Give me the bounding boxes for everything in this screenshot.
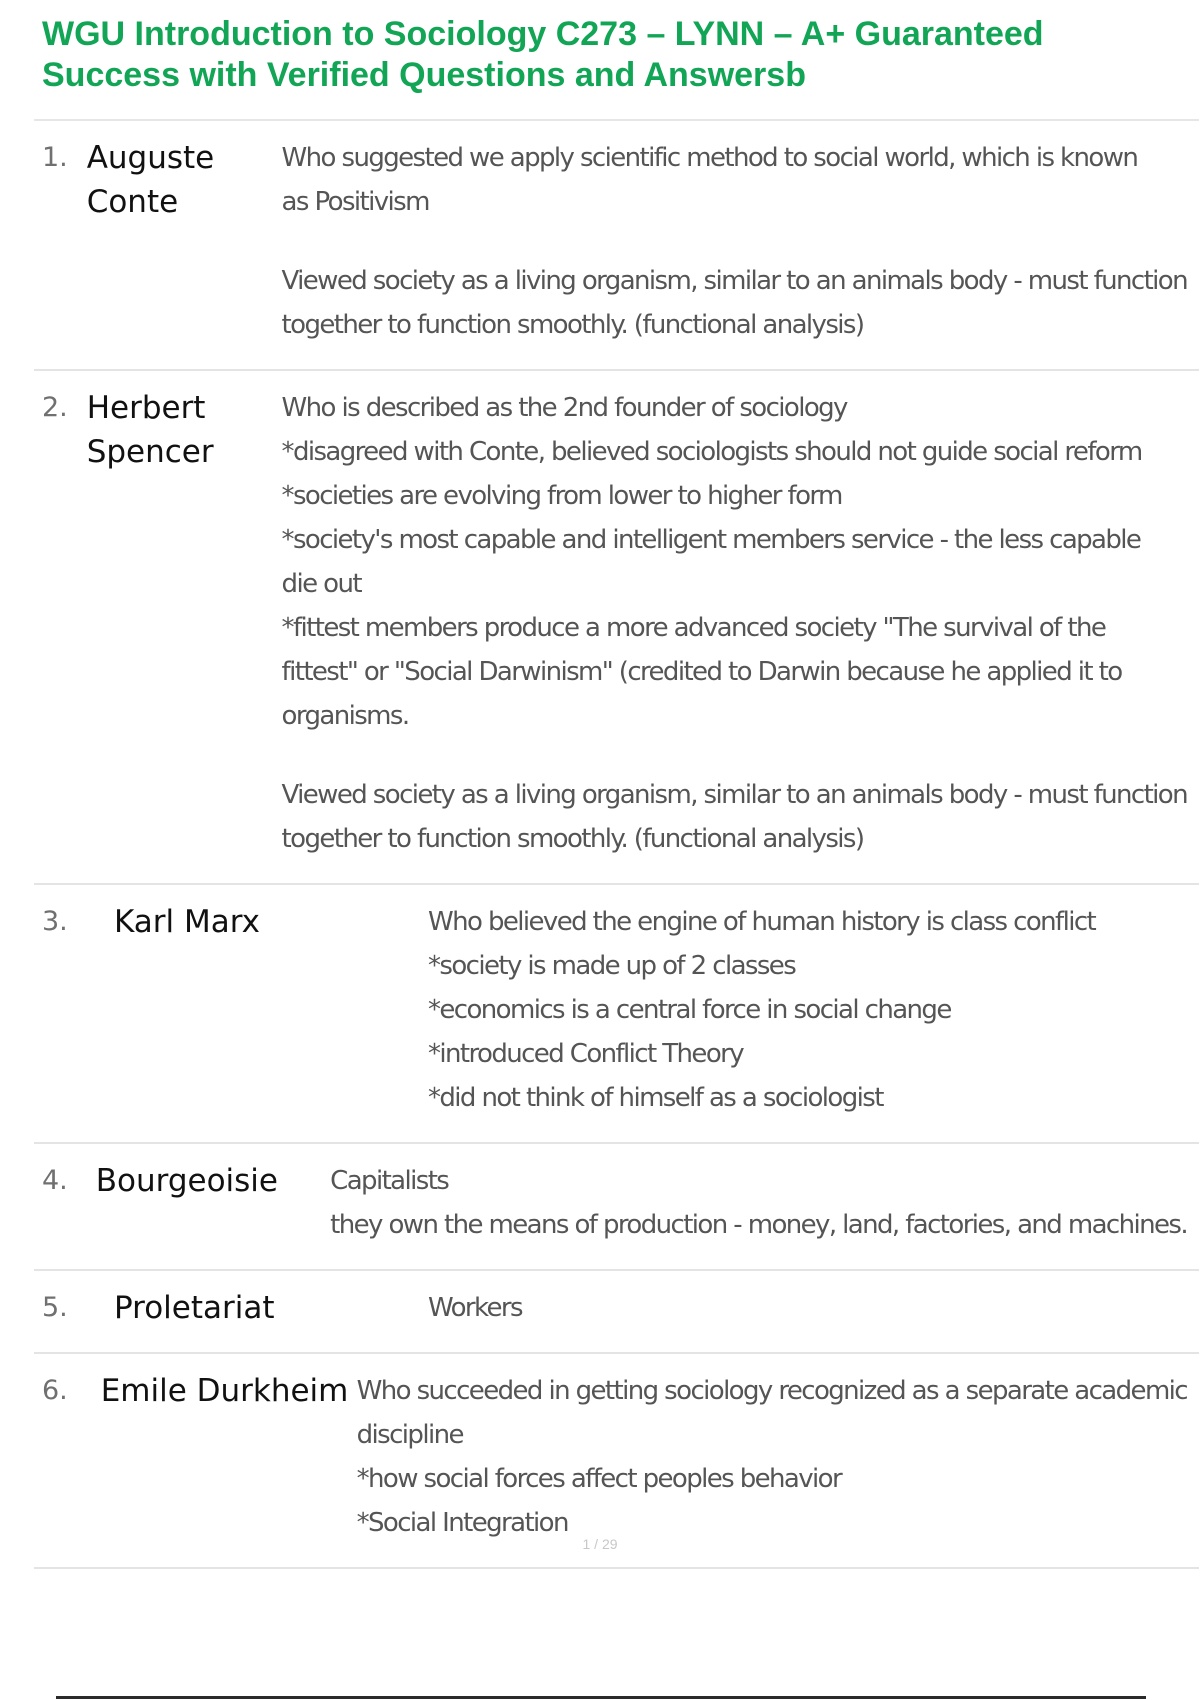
definition-line: together to function smoothly. (functional analysis) <box>281 310 864 340</box>
card-definition <box>357 1369 1199 1545</box>
definition-line: they own the means of production - money, land, factories, and machines. <box>330 1210 1187 1240</box>
card-number: 3. <box>42 906 68 937</box>
document-title <box>42 14 1162 96</box>
flashcard-row <box>34 121 1199 371</box>
definition-line: together to function smoothly. (functional analysis) <box>281 824 864 854</box>
flashcard-row <box>34 885 1199 1144</box>
definition-line: Who succeeded in getting sociology recognized as a separate academic <box>356 1376 1187 1406</box>
definition-line: *societies are evolving from lower to higher form <box>281 481 842 511</box>
definition-line: organisms. <box>281 701 409 731</box>
card-definition <box>428 1286 1199 1330</box>
flashcard-row <box>34 1144 1199 1271</box>
title-line: Success with Verified Questions and Answersb <box>42 56 806 94</box>
definition-line: fittest" or "Social Darwinism" (credited to Darwin because he applied it to <box>281 657 1122 687</box>
definition-line: Workers <box>428 1293 522 1323</box>
card-term: Emile Durkheim <box>100 1373 349 1409</box>
definition-line: *fittest members produce a more advanced society "The survival of the <box>281 613 1106 643</box>
card-term: Herbert Spencer <box>86 390 214 470</box>
definition-line: *did not think of himself as a sociologist <box>428 1083 883 1113</box>
paragraph-gap <box>282 738 1187 773</box>
definition-line: Who suggested we apply scientific method to social world, which is known <box>281 143 1138 173</box>
card-definition <box>428 900 1199 1120</box>
card-term: Auguste Conte <box>86 140 215 220</box>
definition-line: *Social Integration <box>356 1508 568 1538</box>
card-term: Proletariat <box>114 1290 275 1326</box>
definition-line: *how social forces affect peoples behavior <box>356 1464 842 1494</box>
definition-line: Who believed the engine of human history is class conflict <box>428 907 1096 937</box>
title-line: WGU Introduction to Sociology C273 – LYNN – A+ Guaranteed <box>42 15 1044 53</box>
flashcard-list <box>34 121 1199 1569</box>
card-definition <box>330 1159 1199 1247</box>
card-definition <box>282 386 1199 861</box>
card-definition <box>282 136 1199 347</box>
flashcard-row <box>34 371 1199 885</box>
definition-line: *economics is a central force in social change <box>428 995 951 1025</box>
card-term: Karl Marx <box>114 904 260 940</box>
definition-line: Viewed society as a living organism, similar to an animals body - must function <box>281 780 1187 810</box>
definition-line: die out <box>281 569 361 599</box>
card-number: 6. <box>42 1375 68 1406</box>
divider <box>56 1696 1146 1699</box>
flashcard-row <box>34 1271 1199 1354</box>
card-number: 2. <box>42 392 68 423</box>
definition-line: Capitalists <box>330 1166 449 1196</box>
card-number: 4. <box>42 1165 68 1196</box>
definition-line: Who is described as the 2nd founder of sociology <box>281 393 847 423</box>
definition-line: *society is made up of 2 classes <box>428 951 796 981</box>
definition-line: discipline <box>356 1420 463 1450</box>
page-number: 1 / 29 <box>582 1536 618 1552</box>
definition-line: as Positivism <box>281 187 429 217</box>
definition-line: Viewed society as a living organism, similar to an animals body - must function <box>281 266 1187 296</box>
card-term: Bourgeoisie <box>95 1163 278 1199</box>
paragraph-gap <box>282 224 1187 259</box>
definition-line: *society's most capable and intelligent members service - the less capable <box>281 525 1141 555</box>
definition-line: *introduced Conflict Theory <box>428 1039 743 1069</box>
card-number: 5. <box>42 1292 68 1323</box>
card-number: 1. <box>42 142 68 173</box>
definition-line: *disagreed with Conte, believed sociologists should not guide social reform <box>281 437 1142 467</box>
